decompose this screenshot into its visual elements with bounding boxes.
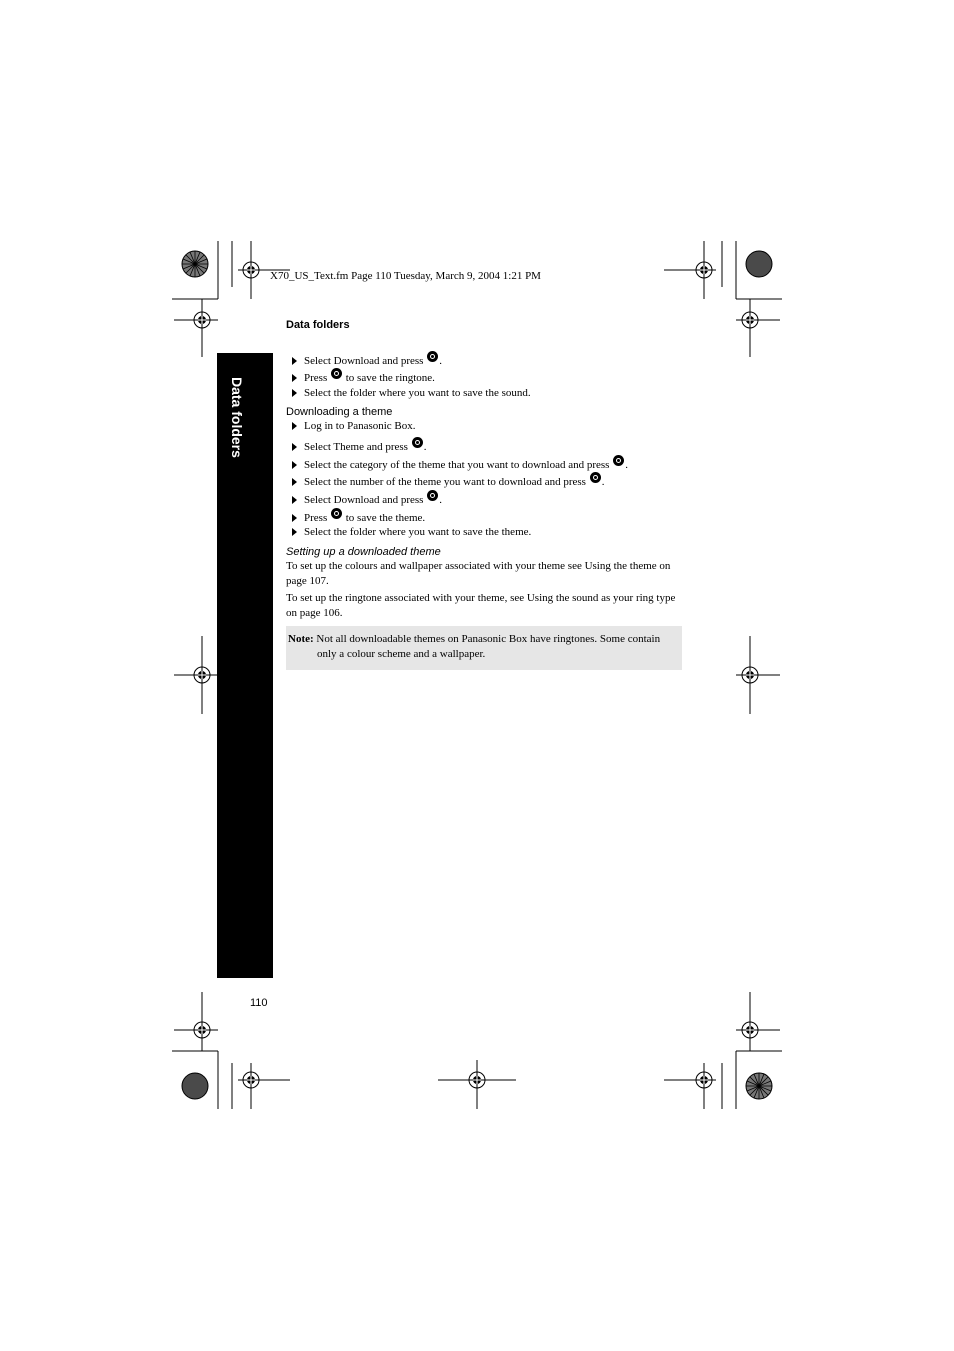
bullet-arrow-icon <box>292 389 297 397</box>
select-key-icon <box>613 455 624 466</box>
select-key-icon <box>331 368 342 379</box>
list-item: Press to save the theme. <box>286 508 425 522</box>
select-key-icon <box>331 508 342 519</box>
list-item: Select Theme and press . <box>286 437 426 451</box>
side-tab-label: Data folders <box>229 377 245 458</box>
side-tab <box>217 353 273 978</box>
note-box <box>286 626 682 670</box>
list-item: Log in to Panasonic Box. <box>286 419 416 433</box>
body-paragraph: To set up the colours and wallpaper associated with your theme see Using the theme on page 107. <box>286 560 671 587</box>
bullet-arrow-icon <box>292 461 297 469</box>
note-label: Note: <box>288 633 314 645</box>
bullet-arrow-icon <box>292 357 297 365</box>
note-line-2: only a colour scheme and a wallpaper. <box>317 648 486 660</box>
select-key-icon <box>412 437 423 448</box>
page-number: 110 <box>250 997 268 1009</box>
file-slug: X70_US_Text.fm Page 110 Tuesday, March 9, 2004 1:21 PM <box>270 270 541 282</box>
body-paragraph: To set up the ringtone associated with your theme, see Using the sound as your ring type on page 106. <box>286 592 676 619</box>
bullet-arrow-icon <box>292 528 297 536</box>
bullet-arrow-icon <box>292 496 297 504</box>
list-item: Select Download and press . <box>286 490 442 504</box>
bullet-arrow-icon <box>292 443 297 451</box>
bullet-arrow-icon <box>292 478 297 486</box>
select-key-icon <box>590 472 601 483</box>
list-item: Select Download and press . <box>286 351 442 365</box>
bullet-arrow-icon <box>292 514 297 522</box>
select-key-icon <box>427 351 438 362</box>
bullet-arrow-icon <box>292 422 297 430</box>
note-line-1: Not all downloadable themes on Panasonic Box have ringtones. Some contain <box>316 633 661 645</box>
section-heading: Downloading a theme <box>286 406 393 418</box>
subsection-heading: Setting up a downloaded theme <box>286 546 441 558</box>
running-head: Data folders <box>286 319 350 331</box>
list-item: Select the folder where you want to save the sound. <box>286 386 531 400</box>
list-item: Press to save the ringtone. <box>286 368 435 382</box>
list-item: Select the category of the theme that you want to download and press . <box>286 455 628 469</box>
list-item: Select the folder where you want to save the theme. <box>286 525 531 539</box>
bullet-arrow-icon <box>292 374 297 382</box>
list-item: Select the number of the theme you want to download and press . <box>286 472 604 486</box>
select-key-icon <box>427 490 438 501</box>
